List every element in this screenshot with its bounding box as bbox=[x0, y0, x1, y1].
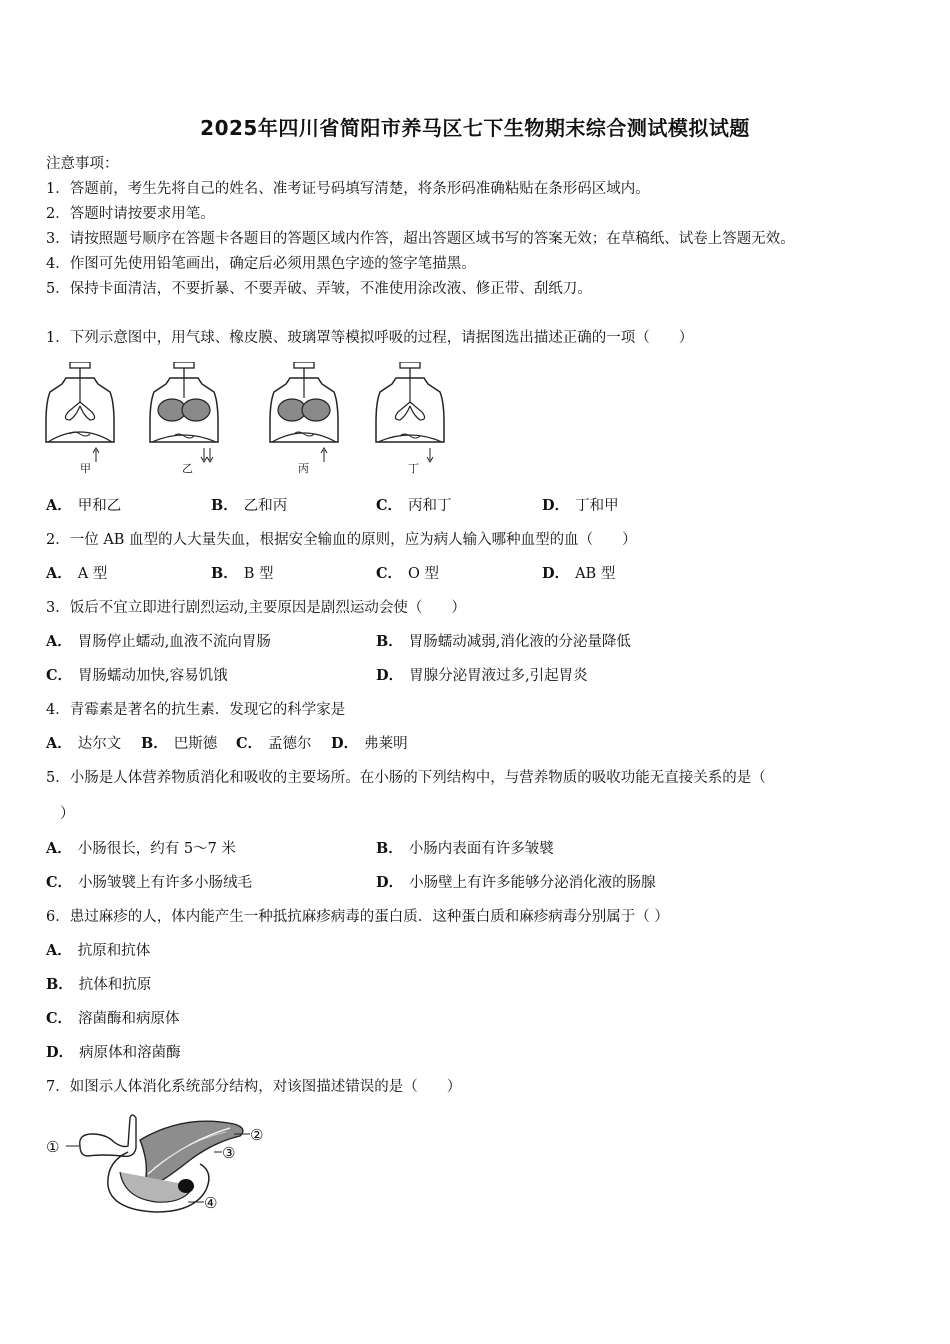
question-stem: 3．饭后不宜立即进行剧烈运动,主要原因是剧烈运动会使（ ） bbox=[46, 600, 466, 616]
option: B． 巴斯德 bbox=[141, 735, 218, 752]
option: C． 孟德尔 bbox=[236, 735, 312, 752]
question-stem: 6．患过麻疹的人，体内能产生一种抵抗麻疹病毒的蛋白质．这种蛋白质和麻疹病毒分别属于（ ） bbox=[46, 909, 669, 925]
question-stem: 4．青霉素是著名的抗生素．发现它的科学家是 bbox=[46, 702, 346, 718]
figure-label: ② bbox=[250, 1126, 264, 1144]
digestive-system-figure bbox=[44, 1112, 284, 1222]
jar-bing bbox=[270, 362, 338, 462]
figure-label: 甲 bbox=[80, 462, 91, 475]
figure-label: 乙 bbox=[182, 462, 193, 475]
option: C． O 型 bbox=[376, 565, 440, 582]
option: A． 达尔文 bbox=[46, 735, 122, 752]
figure-label: ① bbox=[46, 1138, 60, 1156]
jar-jia bbox=[46, 362, 114, 462]
question-stem: 5．小肠是人体营养物质消化和吸收的主要场所。在小肠的下列结构中，与营养物质的吸收功能无直接关系的是（ bbox=[46, 770, 766, 786]
option: A． A 型 bbox=[46, 565, 108, 582]
jar-yi bbox=[150, 362, 218, 462]
question-stem: 2．一位 AB 血型的人大量失血，根据安全输血的原则，应为病人输入哪种血型的血（ ） bbox=[46, 532, 637, 548]
option: B． 乙和丙 bbox=[211, 497, 288, 514]
page-title: 2025年四川省简阳市养马区七下生物期末综合测试模拟试题 bbox=[200, 116, 750, 140]
option: C． 胃肠蠕动加快,容易饥饿 bbox=[46, 667, 228, 684]
option: C． 小肠皱襞上有许多小肠绒毛 bbox=[46, 874, 253, 891]
notice-item: 1．答题前，考生先将自己的姓名、准考证号码填写清楚，将条形码准确粘贴在条形码区域内。 bbox=[46, 181, 650, 197]
figure-label: ③ bbox=[222, 1144, 236, 1162]
question-stem-continuation: ） bbox=[60, 806, 75, 822]
option: A． 小肠很长，约有 5～7 米 bbox=[46, 840, 236, 857]
option: A． 抗原和抗体 bbox=[46, 942, 151, 959]
option: B． 胃肠蠕动减弱,消化液的分泌量降低 bbox=[376, 633, 631, 650]
option: B． B 型 bbox=[211, 565, 274, 582]
option: D． 丁和甲 bbox=[542, 497, 619, 514]
figure-label: ④ bbox=[204, 1194, 218, 1212]
notice-item: 5．保持卡面清洁，不要折暴、不要弄破、弄皱，不准使用涂改液、修正带、刮纸刀。 bbox=[46, 281, 592, 297]
notice-heading: 注意事项： bbox=[46, 156, 119, 172]
question-stem: 1．下列示意图中，用气球、橡皮膜、玻璃罩等模拟呼吸的过程，请据图选出描述正确的一项（ ） bbox=[46, 330, 694, 346]
option: B． 小肠内表面有许多皱襞 bbox=[376, 840, 554, 857]
option: C． 溶菌酶和病原体 bbox=[46, 1010, 180, 1027]
option: D． 弗莱明 bbox=[331, 735, 408, 752]
option: B． 抗体和抗原 bbox=[46, 976, 152, 993]
figure-label: 丙 bbox=[298, 462, 309, 475]
jar-ding bbox=[376, 362, 444, 462]
figure-label: 丁 bbox=[408, 462, 419, 475]
option: D． 小肠壁上有许多能够分泌消化液的肠腺 bbox=[376, 874, 656, 891]
question-stem: 7．如图示人体消化系统部分结构，对该图描述错误的是（ ） bbox=[46, 1079, 462, 1095]
option: C． 丙和丁 bbox=[376, 497, 452, 514]
breathing-model-figure bbox=[44, 362, 464, 480]
notice-item: 2．答题时请按要求用笔。 bbox=[46, 206, 215, 222]
option: D． AB 型 bbox=[542, 565, 616, 582]
option: D． 病原体和溶菌酶 bbox=[46, 1044, 181, 1061]
notice-item: 3．请按照题号顺序在答题卡各题目的答题区域内作答，超出答题区域书写的答案无效；在草稿纸、试卷上答题无效。 bbox=[46, 231, 795, 247]
option: A． 甲和乙 bbox=[46, 497, 122, 514]
option: A． 胃肠停止蠕动,血液不流向胃肠 bbox=[46, 633, 271, 650]
option: D． 胃腺分泌胃液过多,引起胃炎 bbox=[376, 667, 588, 684]
notice-item: 4．作图可先使用铅笔画出，确定后必须用黑色字迹的签字笔描黑。 bbox=[46, 256, 476, 272]
